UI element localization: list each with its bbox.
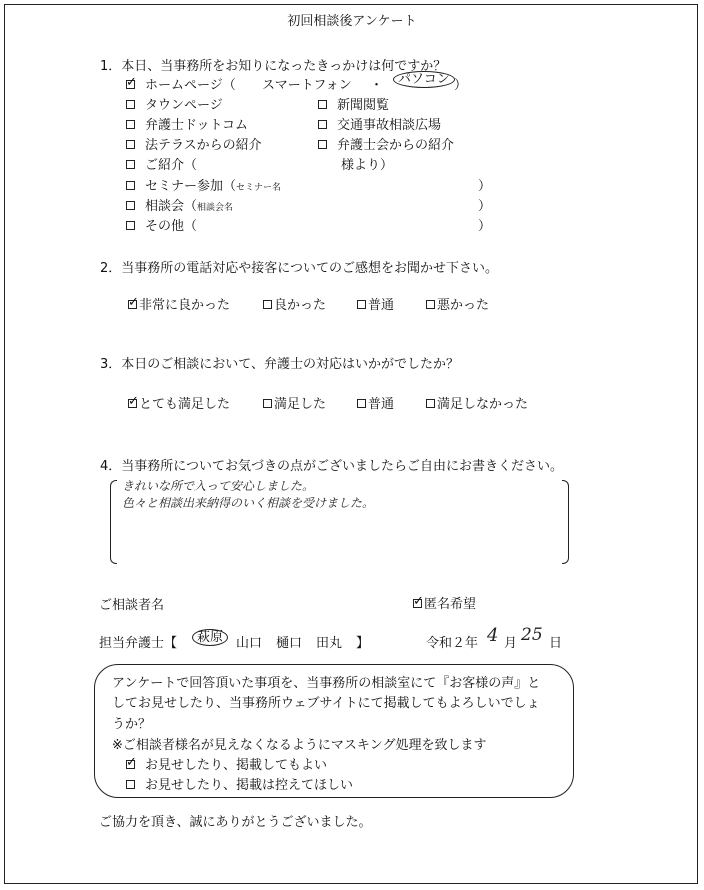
checkbox[interactable] xyxy=(126,201,135,210)
date-day-handwritten: 25 xyxy=(521,625,543,645)
consent-text-line-3: うか？ xyxy=(112,717,152,732)
referral-suffix: 様より） xyxy=(341,158,394,173)
consent-text-line-2: してお見せしたり、当事務所ウェブサイトにて掲載してもよろしいでしょ xyxy=(112,696,540,711)
question-1: 1．本日、当事務所をお知りになったきっかけは何ですか？ xyxy=(100,59,447,74)
checkbox[interactable] xyxy=(318,120,327,129)
checkbox[interactable] xyxy=(126,160,135,169)
q2-option-very-good[interactable]: ✓ 非常に良かった xyxy=(128,295,231,313)
homepage-smartphone-label: スマートフォン xyxy=(262,78,352,93)
option-other[interactable]: その他（ xyxy=(126,215,197,234)
lawyer-close-bracket: 】 xyxy=(356,636,370,651)
checkbox-checked[interactable] xyxy=(128,394,139,409)
answer-right-bracket xyxy=(562,480,569,564)
option-traffic-accident[interactable]: 交通事故相談広場 xyxy=(318,114,441,133)
checkbox[interactable] xyxy=(357,300,366,309)
consent-option-no[interactable]: お見せしたり、掲載は控えてほしい xyxy=(126,774,353,793)
check-mark-icon: ✓ xyxy=(413,594,424,609)
consult-event-note: 相談会名 xyxy=(197,203,234,213)
other-close-paren: ） xyxy=(478,219,492,234)
homepage-close-paren: ） xyxy=(454,78,468,93)
q3-option-normal[interactable]: 普通 xyxy=(357,393,394,412)
answer-left-bracket xyxy=(110,480,117,564)
checkbox[interactable] xyxy=(126,100,135,109)
masking-note: ※ご相談者様名が見えなくなるようにマスキング処理を致します xyxy=(112,738,487,753)
check-mark-icon: ✓ xyxy=(128,394,139,409)
option-townpage[interactable]: タウンページ xyxy=(126,94,223,113)
date-month-handwritten: 4 xyxy=(487,625,499,646)
consent-option-yes[interactable]: ✓ お見せしたり、掲載してもよい xyxy=(126,755,328,773)
checkbox[interactable] xyxy=(126,221,135,230)
question-4: 4．当事務所についてお気づきの点がございましたらご自由にお書きください。 xyxy=(100,459,564,474)
q2-option-normal[interactable]: 普通 xyxy=(357,294,394,313)
checkbox[interactable] xyxy=(357,399,366,408)
option-bar-association[interactable]: 弁護士会からの紹介 xyxy=(318,134,454,153)
option-newspaper[interactable]: 新聞閲覧 xyxy=(318,94,389,113)
lawyer-name[interactable]: 田丸 xyxy=(316,636,343,651)
checkbox[interactable] xyxy=(126,120,135,129)
checkbox[interactable] xyxy=(126,140,135,149)
lawyer-name[interactable]: 樋口 xyxy=(276,636,303,651)
anonymous-option[interactable]: ✓ 匿名希望 xyxy=(413,594,477,612)
lawyer-label: 担当弁護士【 xyxy=(99,636,178,651)
question-2: 2．当事務所の電話対応や接客についてのご感想をお聞かせ下さい。 xyxy=(100,261,499,276)
check-mark-icon: ✓ xyxy=(128,295,139,310)
checkbox-homepage-checked[interactable] xyxy=(126,75,137,90)
homepage-separator: ・ xyxy=(370,78,384,93)
homepage-pc-circled: パソコン xyxy=(393,71,455,88)
consent-text-line-1: アンケートで回答頂いた事項を、当事務所の相談室にて『お客様の声』と xyxy=(112,676,541,691)
date-day-unit: 日 xyxy=(549,636,563,651)
checkbox-checked[interactable] xyxy=(128,295,139,310)
consultant-name-label: ご相談者名 xyxy=(99,598,165,613)
q3-option-very-satisfied[interactable]: ✓ とても満足した xyxy=(128,394,231,412)
option-homepage[interactable]: ✓ ホームページ（ xyxy=(126,75,236,93)
checkbox[interactable] xyxy=(263,300,272,309)
handwritten-answer-line-1: きれいな所で入って安心しました。 xyxy=(122,479,315,493)
checkbox[interactable] xyxy=(426,300,435,309)
survey-title: 初回相談後アンケート xyxy=(287,14,417,29)
checkbox[interactable] xyxy=(126,181,135,190)
question-3: 3．本日のご相談において、弁護士の対応はいかがでしたか？ xyxy=(100,357,460,372)
date-era-year: 令和２年 xyxy=(426,636,479,651)
checkbox[interactable] xyxy=(126,780,135,789)
option-referral[interactable]: ご紹介（ xyxy=(126,154,197,173)
checkbox-checked[interactable] xyxy=(126,755,137,770)
check-mark-icon: ✓ xyxy=(126,755,137,770)
check-mark-icon: ✓ xyxy=(126,75,137,90)
lawyer-name[interactable]: 山口 xyxy=(236,636,263,651)
option-houterasu[interactable]: 法テラスからの紹介 xyxy=(126,134,262,153)
checkbox[interactable] xyxy=(318,140,327,149)
date-month-unit: 月 xyxy=(504,636,518,651)
lawyer-name-circled[interactable]: 萩原 xyxy=(192,629,228,646)
option-consult-event[interactable]: 相談会（相談会名 xyxy=(126,195,233,214)
seminar-close-paren: ） xyxy=(478,179,492,194)
option-seminar[interactable]: セミナー参加（セミナー名 xyxy=(126,175,281,194)
checkbox-checked[interactable] xyxy=(413,594,424,609)
checkbox[interactable] xyxy=(426,399,435,408)
handwritten-answer-line-2: 色々と相談出来納得のいく相談を受けました。 xyxy=(122,496,375,510)
q2-option-bad[interactable]: 悪かった xyxy=(426,294,489,313)
consult-close-paren: ） xyxy=(478,199,492,214)
closing-message: ご協力を頂き、誠にありがとうございました。 xyxy=(99,815,372,830)
seminar-note: セミナー名 xyxy=(236,183,282,193)
q3-option-satisfied[interactable]: 満足した xyxy=(263,393,326,412)
q2-option-good[interactable]: 良かった xyxy=(263,294,326,313)
q3-option-not-satisfied[interactable]: 満足しなかった xyxy=(426,393,528,412)
checkbox[interactable] xyxy=(318,100,327,109)
option-bengoshi-dotcom[interactable]: 弁護士ドットコム xyxy=(126,114,248,133)
checkbox[interactable] xyxy=(263,399,272,408)
